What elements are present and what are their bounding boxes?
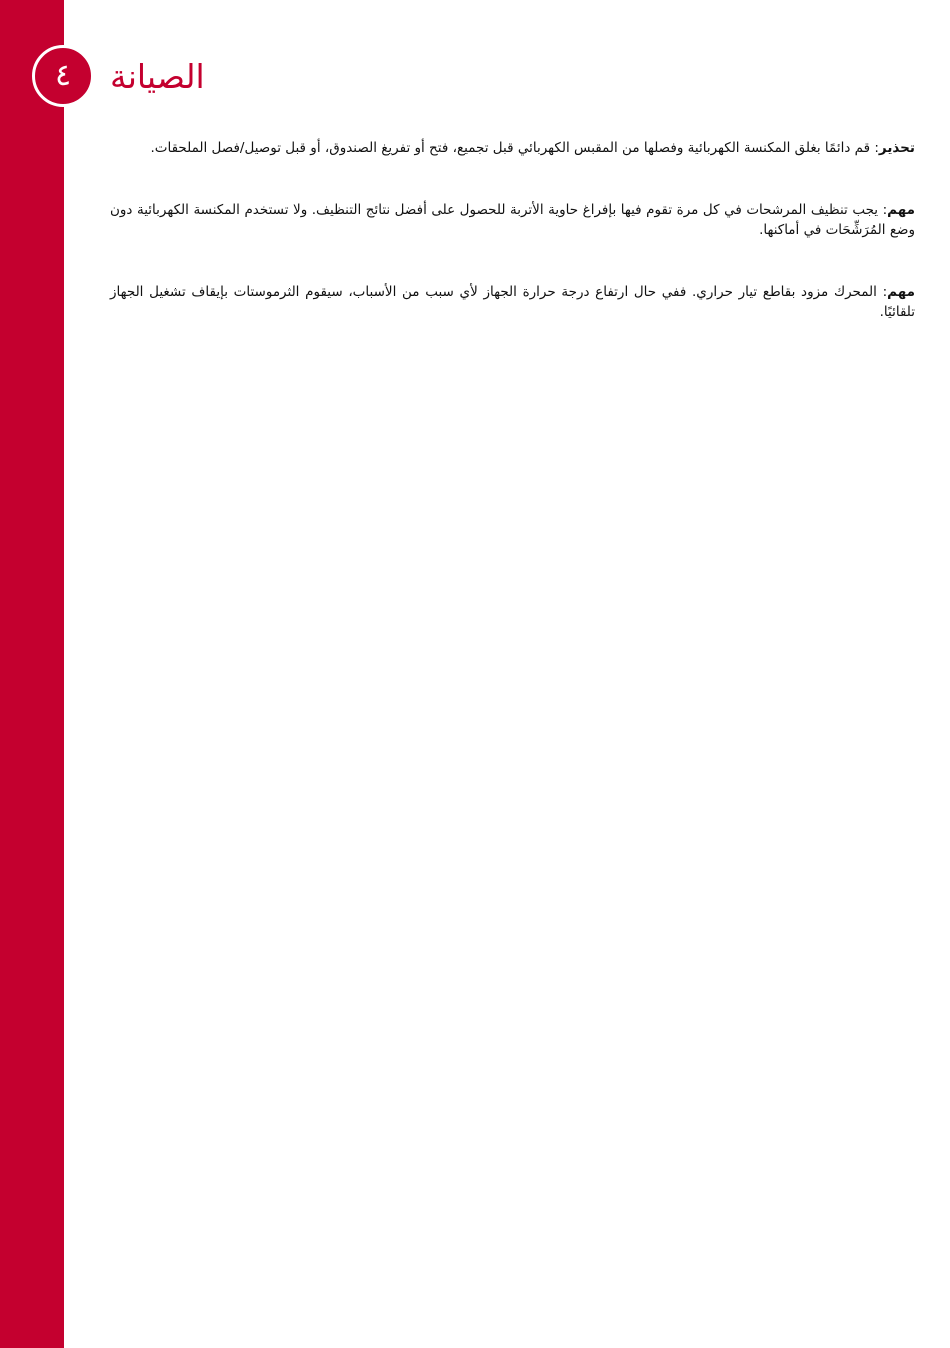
thermal-cutout-text: : المحرك مزود بقاطع تيار حراري. ففي حال ارتفاع درجة حرارة الجهاز لأي سبب من الأسباب، سيقوم الثرموستات بإيقاف تشغيل الجهاز تلقائيًا. [110, 284, 915, 320]
section-number-badge: ٤ [32, 45, 94, 107]
notices-content [110, 138, 915, 364]
warning-notice [110, 138, 915, 158]
warning-text: : قم دائمًا بغلق المكنسة الكهربائية وفصلها من المقبس الكهربائي قبل تجميع، فتح أو تفريغ الصندوق، أو قبل توصيل/فصل الملحقات. [150, 140, 879, 156]
warning-label: تحذير [878, 140, 915, 156]
side-accent-bar [0, 0, 64, 1348]
section-title: الصيانة [110, 56, 205, 96]
filter-cleaning-notice [110, 200, 915, 240]
important-label: مهم [887, 202, 915, 218]
important-label: مهم [887, 284, 915, 300]
section-header [32, 45, 205, 107]
thermal-cutout-notice [110, 282, 915, 322]
filter-cleaning-text: : يجب تنظيف المرشحات في كل مرة تقوم فيها بإفراغ حاوية الأتربة للحصول على أفضل نتائج التنظيف. ولا تستخدم المكنسة الكهربائية دون وضع المُرَشِّحَات في أماكنها. [110, 202, 915, 238]
